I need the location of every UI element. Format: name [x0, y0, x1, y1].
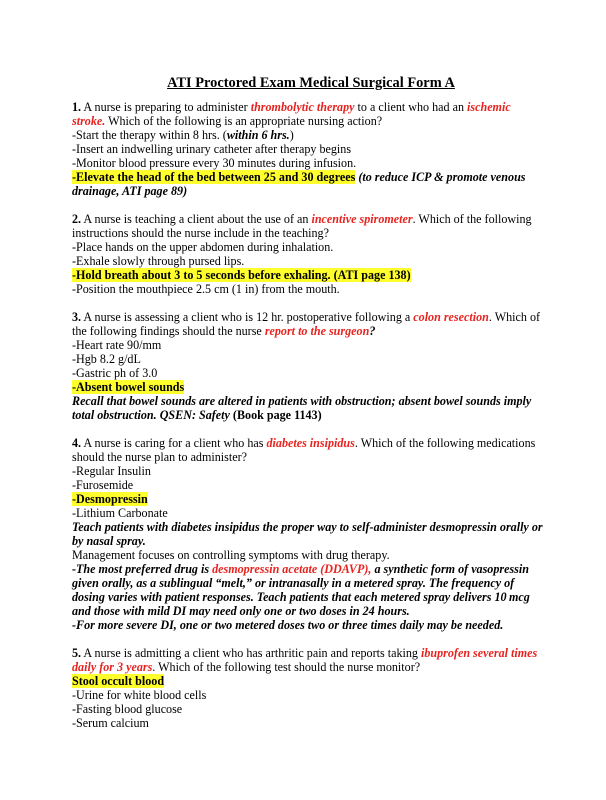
severe-di-note: -For more severe DI, one or two metered doses two or three times daily may be needed. [72, 618, 504, 632]
question-3-stem: 3. A nurse is assessing a client who is 12 hr. postoperative following a colon resection. Which of the following findings should the nurse report to the surgeon? [72, 310, 541, 338]
answer-note: (to reduce ICP & promote venous drainage, ATI page 89) [72, 170, 526, 198]
question-2-stem: 2. A nurse is teaching a client about the use of an incentive spirometer. Which of the following instructions should the nurse include in the teaching? [72, 212, 532, 240]
drug-note: -The most preferred drug is desmopressin acetate (DDAVP), a synthetic form of vasopressin given orally, as a sublingual “melt,” or intranasally in a metered spray. The frequency of dosing varies with patient responses. Teach patients that each metered spray delivers 10 mcg and those with mild DI may need only one or two doses in 24 hours. [72, 562, 530, 618]
correct-answer: -Desmopressin [72, 492, 148, 506]
question-4-stem: 4. A nurse is caring for a client who has diabetes insipidus. Which of the following medications should the nurse plan to administer? [72, 436, 536, 464]
keyword-highlight: desmopressin acetate (DDAVP), [212, 562, 372, 576]
question-4 [72, 436, 544, 632]
option: -Heart rate 90/mm [72, 338, 162, 352]
option: -Lithium Carbonate [72, 506, 168, 520]
question-1-stem: 1. A nurse is preparing to administer thrombolytic therapy to a client who had an ischemic stroke. Which of the following is an appropriate nursing action? [72, 100, 511, 128]
question-number: 4. [72, 436, 82, 450]
correct-answer: -Elevate the head of the bed between 25 and 30 degrees (to reduce ICP & promote venous drainage, ATI page 89) [72, 170, 526, 198]
question-2 [72, 212, 544, 296]
option: -Fasting blood glucose [72, 702, 183, 716]
teaching-note: Teach patients with diabetes insipidus the proper way to self-administer desmopressin orally or by nasal spray. [72, 520, 543, 548]
correct-answer: Stool occult blood [72, 674, 165, 688]
management-note: Management focuses on controlling symptoms with drug therapy. [72, 548, 390, 562]
keyword-highlight: diabetes insipidus [266, 436, 355, 450]
option: -Insert an indwelling urinary catheter after therapy begins [72, 142, 352, 156]
option: -Monitor blood pressure every 30 minutes during infusion. [72, 156, 357, 170]
question-number: 3. [72, 310, 82, 324]
keyword-highlight: colon resection [413, 310, 489, 324]
document-title: ATI Proctored Exam Medical Surgical Form A [167, 75, 455, 91]
question-3 [72, 310, 544, 422]
option: -Furosemide [72, 478, 134, 492]
keyword-highlight: ibuprofen several times daily for 3 years [72, 646, 538, 674]
keyword-highlight: thrombolytic therapy [250, 100, 355, 114]
question-number: 5. [72, 646, 82, 660]
option: -Exhale slowly through pursed lips. [72, 254, 245, 268]
question-5 [72, 646, 544, 730]
keyword-highlight: incentive spirometer [311, 212, 413, 226]
option: -Urine for white blood cells [72, 688, 207, 702]
option: -Regular Insulin [72, 464, 151, 478]
option: -Gastric ph of 3.0 [72, 366, 158, 380]
question-1 [72, 100, 544, 198]
keyword-highlight: ischemic stroke. [72, 100, 511, 128]
rationale: Recall that bowel sounds are altered in patients with obstruction; absent bowel sounds imply total obstruction. QSEN: Safety (Book page 1143) [72, 394, 532, 422]
option: -Start the therapy within 8 hrs. (within 6 hrs.) [72, 128, 294, 142]
keyword-highlight: report to the surgeon [264, 324, 370, 338]
option: -Position the mouthpiece 2.5 cm (1 in) from the mouth. [72, 282, 340, 296]
option: -Place hands on the upper abdomen during inhalation. [72, 240, 334, 254]
option: -Hgb 8.2 g/dL [72, 352, 141, 366]
question-5-stem: 5. A nurse is admitting a client who has arthritic pain and reports taking ibuprofen several times daily for 3 years. Which of the following test should the nurse monitor? [72, 646, 538, 674]
correct-answer: -Hold breath about 3 to 5 seconds before exhaling. (ATI page 138) [72, 268, 411, 282]
question-number: 1. [72, 100, 82, 114]
correct-answer: -Absent bowel sounds [72, 380, 185, 394]
question-number: 2. [72, 212, 82, 226]
option: -Serum calcium [72, 716, 149, 730]
